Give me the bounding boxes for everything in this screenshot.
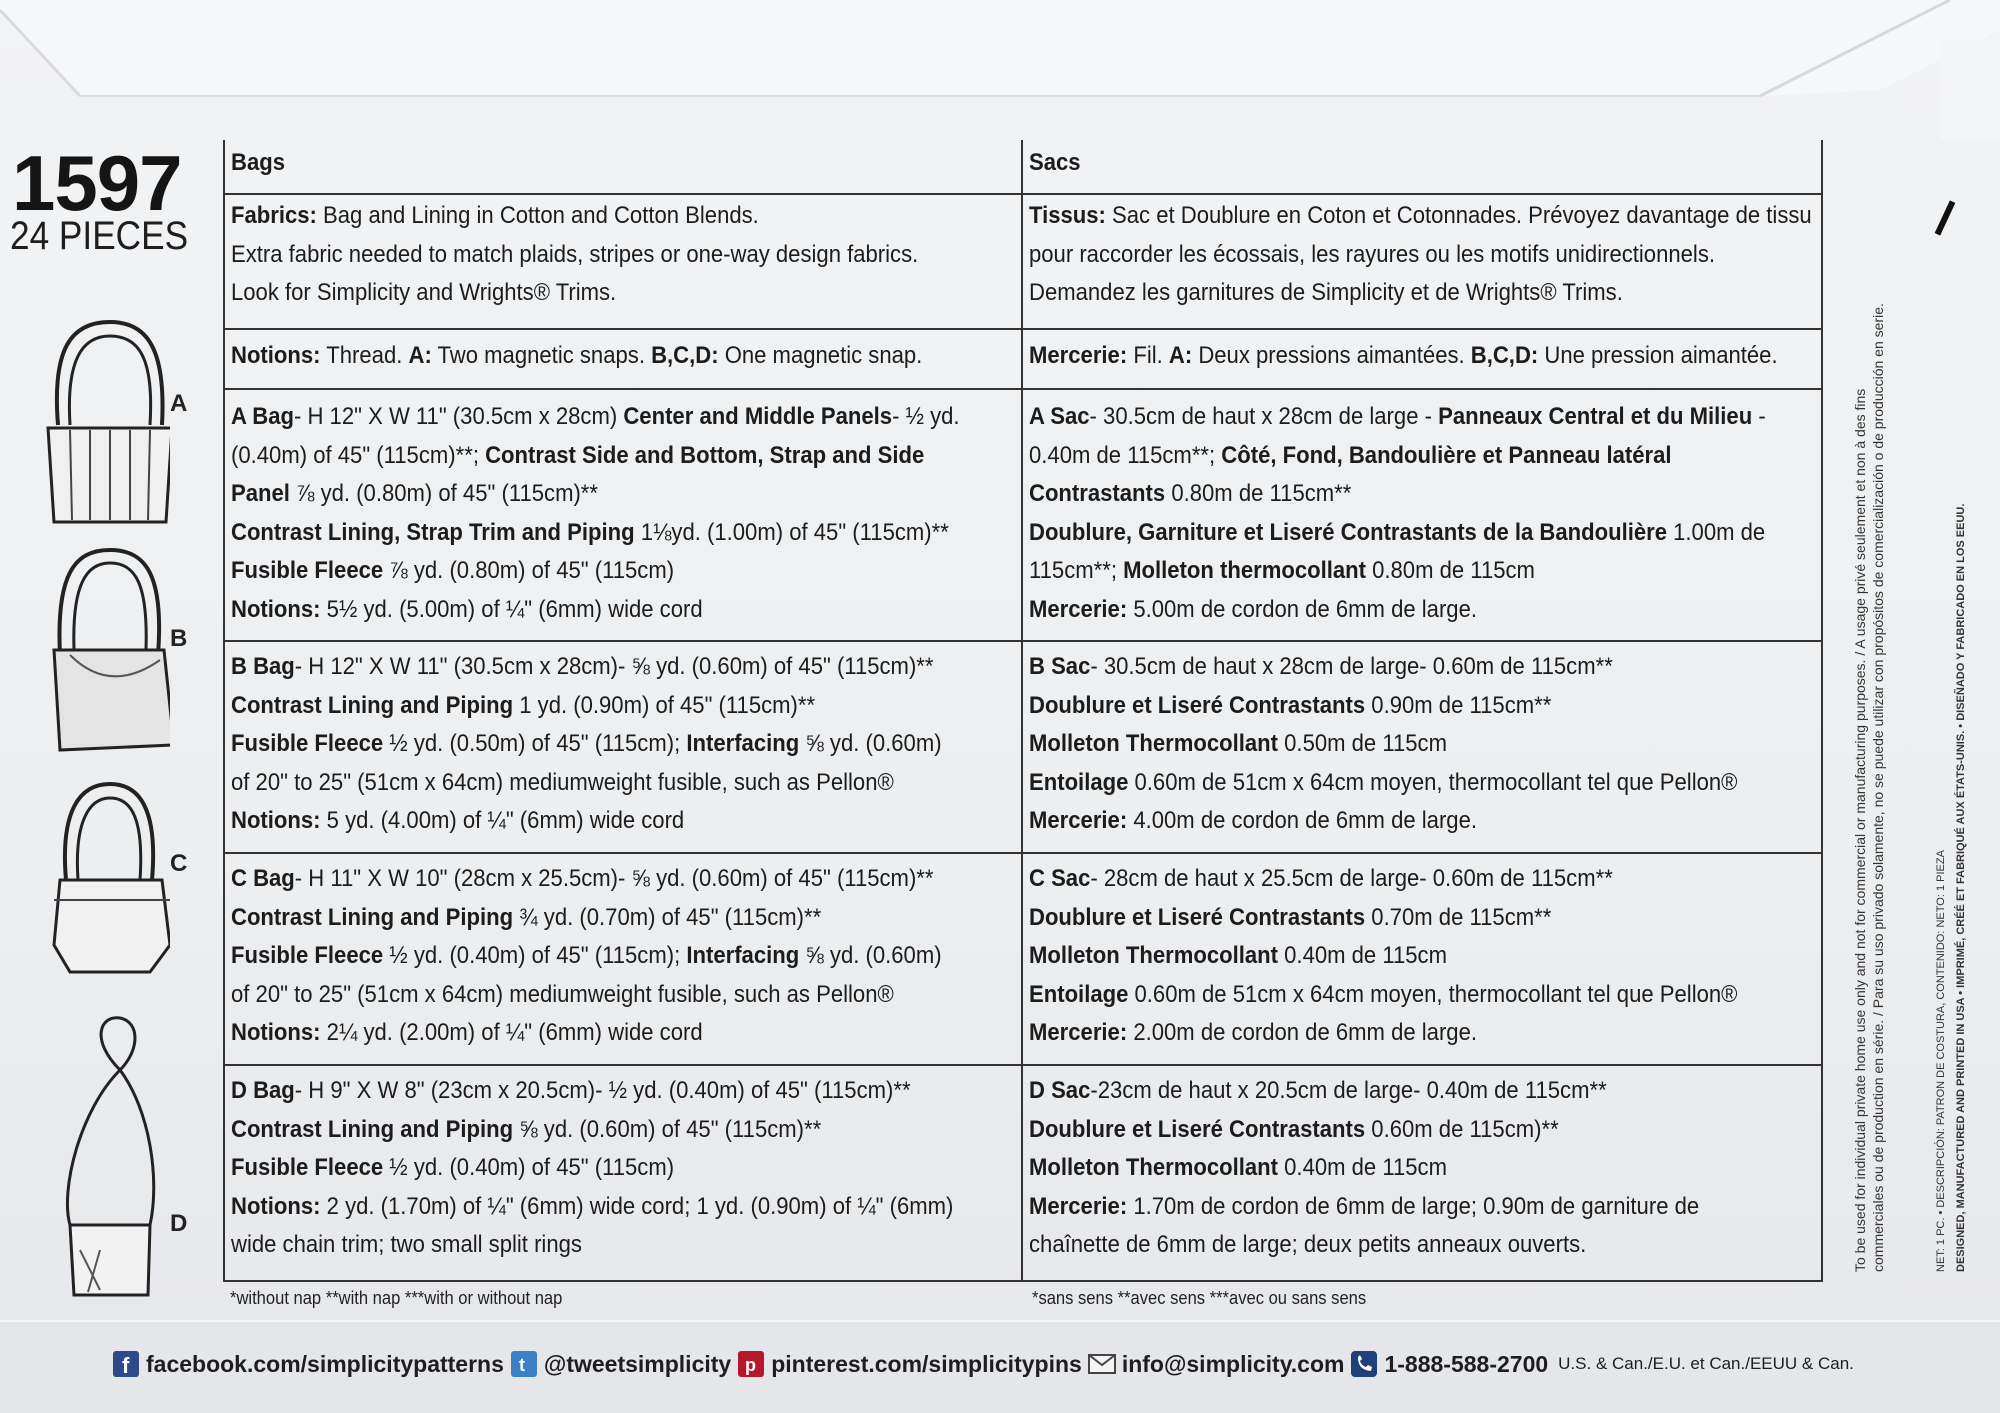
view-label-b: B — [170, 625, 188, 652]
bold-run: Entoilage — [1029, 980, 1129, 1008]
english-bag-a-text — [231, 398, 1022, 629]
text-run: 2.00m de cordon de 6mm de large. — [1127, 1019, 1477, 1046]
text-line — [1029, 274, 1822, 313]
bold-run: A Bag — [231, 403, 294, 430]
text-run: One magnetic snap. — [718, 342, 923, 369]
bold-run: Notions: — [231, 342, 321, 369]
bold-run: Notions: — [231, 1192, 321, 1220]
text-line — [231, 514, 1022, 553]
svg-text:f: f — [122, 1353, 130, 1377]
text-run: wide chain trim; two small split rings — [231, 1231, 582, 1258]
text-run: 2¼ yd. (2.00m) of ¼" (6mm) wide cord — [320, 1019, 703, 1046]
text-line — [1029, 1149, 1822, 1188]
french-column — [1023, 140, 1821, 1280]
french-fabrics-text — [1029, 197, 1822, 313]
text-line — [1029, 591, 1822, 630]
text-line — [231, 802, 1022, 841]
text-line — [231, 398, 1022, 437]
text-line — [231, 764, 1022, 803]
text-run: 0.80m de 115cm — [1365, 557, 1535, 584]
bold-run: Doublure et Liseré Contrastants — [1029, 691, 1366, 719]
bold-run: Fusible Fleece — [231, 1154, 384, 1181]
text-run: ⅝ yd. (0.60m) — [799, 942, 942, 969]
text-run: 5½ yd. (5.00m) of ¼" (6mm) wide cord — [320, 595, 703, 623]
text-run: Fil. — [1127, 342, 1169, 369]
bold-run: Panneaux Central et du Milieu — [1438, 403, 1753, 430]
text-line — [231, 648, 1022, 687]
text-run: Two magnetic snaps. — [431, 342, 652, 369]
text-line — [231, 1014, 1022, 1053]
text-run: Sac et Doublure en Coton et Cotonnades. Prévoyez davantage de tissu — [1105, 202, 1812, 229]
text-run: ½ yd. (0.50m) of 45" (115cm); — [383, 730, 687, 757]
text-run: 5.00m de cordon de 6mm de large. — [1127, 595, 1477, 623]
bold-run: D Bag — [231, 1077, 295, 1104]
french-fabrics-row — [1023, 195, 1821, 330]
view-a — [30, 310, 200, 535]
text-line — [231, 1072, 1022, 1111]
french-bag-a-text — [1029, 398, 1822, 629]
english-bag-d-text — [231, 1072, 1022, 1265]
bold-run: A: — [1168, 342, 1193, 369]
text-run: - H 12" X W 11" (30.5cm x 28cm) — [293, 403, 624, 430]
text-run: - H 11" X W 10" (28cm x 25.5cm)- ⅝ yd. (0.60m) of 45" (115cm)** — [294, 865, 934, 892]
french-bag-d-text — [1029, 1072, 1822, 1265]
bold-run: Contrast Lining, Strap Trim and Piping — [231, 518, 635, 546]
english-bag-c-text — [231, 860, 1022, 1053]
text-line — [1029, 552, 1822, 591]
text-run: 0.60m de 51cm x 64cm moyen, thermocollant tel que Pellon® — [1128, 768, 1738, 796]
bold-run: B Bag — [231, 653, 295, 680]
svg-text:p: p — [745, 1355, 757, 1375]
view-b — [30, 545, 200, 760]
bold-run: D Sac — [1029, 1077, 1091, 1104]
facebook-link[interactable]: facebook.com/simplicitypatterns — [146, 1350, 504, 1377]
text-run: Thread. — [320, 342, 409, 369]
bold-run: Notions: — [231, 595, 321, 623]
bold-run: Contrast Lining and Piping — [231, 1115, 514, 1143]
text-run: 0.60m de 51cm x 64cm moyen, thermocollant tel que Pellon® — [1128, 980, 1738, 1008]
bold-run: Interfacing — [686, 730, 800, 757]
text-line — [1029, 197, 1822, 236]
text-line — [231, 725, 1022, 764]
text-run: 1 yd. (0.90m) of 45" (115cm)** — [513, 691, 816, 719]
text-line — [231, 1149, 1022, 1188]
pinterest-link[interactable]: pinterest.com/simplicitypins — [771, 1350, 1082, 1377]
text-line — [1029, 937, 1822, 976]
bold-run: A Sac — [1029, 403, 1090, 430]
text-line — [231, 591, 1022, 630]
phone-region: U.S. & Can./E.U. et Can./EEUU & Can. — [1558, 1354, 1854, 1373]
bold-run: Doublure, Garniture et Liseré Contrastants de la Bandoulière — [1029, 518, 1668, 546]
text-line — [1029, 398, 1822, 437]
svg-text:t: t — [518, 1355, 525, 1375]
english-header-row — [225, 140, 1021, 195]
text-run: 0.40m de 115cm — [1278, 1154, 1447, 1181]
text-line — [231, 976, 1022, 1015]
text-line — [231, 1226, 1022, 1265]
text-line — [1029, 1072, 1822, 1111]
usage-notice-1: To be used for individual private home use only and not for commercial or manufacturing purposes. / A usage privé seulement et non à des fins — [1852, 388, 1868, 1272]
english-column — [225, 140, 1023, 1280]
french-bag-d-row — [1023, 1066, 1821, 1278]
text-run: ¾ yd. (0.70m) of 45" (115cm)** — [513, 903, 822, 931]
text-line — [231, 1111, 1022, 1150]
text-line — [1029, 764, 1822, 803]
bold-run: Mercerie: — [1029, 1192, 1128, 1220]
view-label-c: C — [170, 850, 188, 877]
text-line — [1029, 687, 1822, 726]
text-run: 115cm**; — [1029, 557, 1124, 584]
text-run: ½ yd. (0.40m) of 45" (115cm); — [383, 942, 687, 969]
bold-run: Panel — [231, 480, 290, 507]
english-footnote: *without nap **with nap ***with or without nap — [230, 1288, 563, 1308]
bold-run: Molleton Thermocollant — [1029, 942, 1279, 969]
bold-run: Center and Middle Panels — [623, 403, 893, 430]
text-line — [231, 899, 1022, 938]
text-line — [231, 1188, 1022, 1227]
email-link[interactable]: info@simplicity.com — [1121, 1350, 1345, 1377]
english-notions-row — [225, 330, 1021, 390]
view-label-a: A — [170, 390, 188, 417]
phone-icon — [1350, 1350, 1378, 1378]
text-run: Une pression aimantée. — [1538, 342, 1778, 369]
text-line — [1029, 725, 1822, 764]
twitter-icon — [510, 1350, 538, 1378]
text-line — [231, 197, 1022, 236]
french-header-row — [1023, 140, 1821, 195]
text-run: Bag and Lining in Cotton and Cotton Blends. — [316, 202, 759, 229]
bold-run: Entoilage — [1029, 768, 1129, 796]
text-line — [1029, 1188, 1822, 1227]
text-line — [1029, 514, 1822, 553]
text-run: ⅞ yd. (0.80m) of 45" (115cm) — [383, 557, 675, 584]
pattern-number: 1597 — [12, 139, 182, 227]
bold-run: Molleton thermocollant — [1123, 557, 1366, 584]
text-run: 5 yd. (4.00m) of ¼" (6mm) wide cord — [320, 807, 685, 834]
bold-run: Tissus: — [1029, 202, 1106, 229]
text-run: 0.70m de 115cm** — [1365, 903, 1552, 931]
bag-d-illustration — [30, 1010, 170, 1310]
text-line — [1029, 337, 1822, 376]
text-run: of 20" to 25" (51cm x 64cm) mediumweight fusible, such as Pellon® — [231, 980, 894, 1008]
text-run: of 20" to 25" (51cm x 64cm) mediumweight fusible, such as Pellon® — [231, 768, 894, 796]
bold-run: Contrast Lining and Piping — [231, 691, 514, 719]
french-footnote: *sans sens **avec sens ***avec ou sans sens — [1032, 1288, 1367, 1308]
yardage-table — [223, 140, 1823, 1282]
text-run: 0.50m de 115cm — [1278, 730, 1447, 757]
text-run: ⅞ yd. (0.80m) of 45" (115cm)** — [289, 480, 598, 507]
text-run: - H 9" X W 8" (23cm x 20.5cm)- ½ yd. (0.40m) of 45" (115cm)** — [294, 1077, 911, 1104]
text-line — [231, 337, 1022, 376]
text-line — [231, 274, 1022, 313]
text-line — [1029, 437, 1822, 476]
text-run: (0.40m) of 45" (115cm)**; — [231, 441, 486, 469]
english-title: Bags — [231, 149, 285, 176]
text-run: -23cm de haut x 20.5cm de large- 0.40m de 115cm** — [1090, 1077, 1607, 1104]
bag-c-illustration — [30, 780, 170, 980]
text-line — [1029, 1014, 1822, 1053]
text-run: Deux pressions aimantées. — [1192, 342, 1471, 369]
text-run: - — [1752, 403, 1766, 430]
french-bag-c-text — [1029, 860, 1822, 1053]
text-run: 1.00m de — [1667, 518, 1766, 546]
bold-run: Contrast Lining and Piping — [231, 903, 514, 931]
bold-run: Mercerie: — [1029, 342, 1128, 369]
bag-b-illustration — [30, 545, 170, 755]
bold-run: Fabrics: — [231, 202, 317, 229]
text-line — [231, 437, 1022, 476]
text-run: Look for Simplicity and Wrights® Trims. — [231, 279, 617, 306]
bold-run: Mercerie: — [1029, 807, 1128, 834]
bold-run: C Bag — [231, 865, 295, 892]
english-bag-c-row — [225, 854, 1021, 1066]
text-run: 0.40m de 115cm**; — [1029, 441, 1222, 469]
bold-run: Doublure et Liseré Contrastants — [1029, 1115, 1366, 1143]
text-run: 2 yd. (1.70m) of ¼" (6mm) wide cord; 1 yd. (0.90m) of ¼" (6mm) — [320, 1192, 954, 1220]
mail-icon — [1088, 1350, 1116, 1378]
tick-mark — [1935, 200, 1956, 235]
text-run: ⅝ yd. (0.60m) of 45" (115cm)** — [513, 1115, 822, 1143]
envelope-flap — [0, 0, 2000, 140]
french-bag-a-row — [1023, 390, 1821, 642]
english-bag-b-text — [231, 648, 1022, 841]
french-title: Sacs — [1029, 149, 1081, 176]
english-bag-d-row — [225, 1066, 1021, 1278]
text-run: ½ yd. (0.40m) of 45" (115cm) — [383, 1154, 675, 1181]
piece-count: 24 PIECES — [10, 214, 189, 258]
text-run: chaînette de 6mm de large; deux petits anneaux ouverts. — [1029, 1231, 1587, 1258]
text-line — [1029, 976, 1822, 1015]
bold-run: Côté, Fond, Bandoulière et Panneau latéral — [1221, 441, 1672, 469]
bold-run: Notions: — [231, 1019, 321, 1046]
pinterest-icon — [737, 1350, 765, 1378]
text-run: ⅝ yd. (0.60m) — [799, 730, 942, 757]
twitter-link[interactable]: @tweetsimplicity — [543, 1350, 732, 1377]
text-line — [231, 552, 1022, 591]
bold-run: C Sac — [1029, 865, 1091, 892]
text-run: pour raccorder les écossais, les rayures ou les motifs unidirectionnels. — [1029, 240, 1716, 268]
text-line — [231, 475, 1022, 514]
text-line — [231, 937, 1022, 976]
bold-run: Fusible Fleece — [231, 557, 384, 584]
view-c — [30, 780, 200, 985]
text-line — [231, 687, 1022, 726]
text-run: Demandez les garnitures de Simplicity et de Wrights® Trims. — [1029, 279, 1623, 306]
view-sketches — [30, 310, 200, 1310]
made-in-usa: DESIGNED, MANUFACTURED AND PRINTED IN USA • IMPRIMÉ, CRÉÉ ET FABRIQUÉ AUX ÉTATS-UNIS. • DISEÑADO Y FABRICADO EN LOS EEUU. — [1955, 503, 1967, 1272]
bold-run: A: — [408, 342, 432, 369]
text-run: 0.40m de 115cm — [1278, 942, 1447, 969]
phone-number[interactable]: 1-888-588-2700 — [1384, 1350, 1549, 1377]
text-line — [231, 860, 1022, 899]
facebook-icon — [112, 1350, 140, 1378]
text-run: 0.80m de 115cm** — [1165, 480, 1352, 507]
french-notions-text — [1029, 337, 1822, 376]
text-line — [1029, 802, 1822, 841]
text-line — [1029, 860, 1822, 899]
bag-a-illustration — [30, 310, 170, 530]
text-run: 0.60m de 115cm)** — [1365, 1115, 1559, 1143]
text-run: - H 12" X W 11" (30.5cm x 28cm)- ⅝ yd. (0.60m) of 45" (115cm)** — [294, 653, 934, 680]
text-run: 1.70m de cordon de 6mm de large; 0.90m de garniture de — [1127, 1192, 1700, 1220]
text-run: - 30.5cm de haut x 28cm de large- 0.60m de 115cm** — [1090, 653, 1613, 680]
text-run: 0.90m de 115cm** — [1365, 691, 1552, 719]
english-bag-b-row — [225, 642, 1021, 854]
french-notions-row — [1023, 330, 1821, 390]
text-line — [1029, 236, 1822, 275]
bold-run: Fusible Fleece — [231, 730, 384, 757]
bold-run: Contrast Side and Bottom, Strap and Side — [485, 441, 925, 469]
net-content: NET: 1 PC. • DESCRIPCIÓN: PATRON DE COSTURA, CONTENIDO: NETO: 1 PIEZA — [1935, 850, 1947, 1272]
english-fabrics-text — [231, 197, 1022, 313]
bold-run: Doublure et Liseré Contrastants — [1029, 903, 1366, 931]
text-line — [231, 236, 1022, 275]
text-run: Extra fabric needed to match plaids, stripes or one-way design fabrics. — [231, 240, 919, 268]
text-line — [1029, 475, 1822, 514]
english-fabrics-row — [225, 195, 1021, 330]
text-run: - 28cm de haut x 25.5cm de large- 0.60m de 115cm** — [1090, 865, 1613, 892]
bold-run: Molleton Thermocollant — [1029, 730, 1279, 757]
text-line — [1029, 1226, 1822, 1265]
text-line — [1029, 1111, 1822, 1150]
bold-run: Notions: — [231, 807, 321, 834]
english-notions-text — [231, 337, 1022, 376]
text-run: - 30.5cm de haut x 28cm de large - — [1089, 403, 1439, 430]
bold-run: B,C,D: — [651, 342, 719, 369]
bold-run: Mercerie: — [1029, 1019, 1128, 1046]
text-run: 1⅛yd. (1.00m) of 45" (115cm)** — [634, 518, 949, 546]
contact-bar — [0, 1320, 2000, 1413]
french-bag-c-row — [1023, 854, 1821, 1066]
text-run: 4.00m de cordon de 6mm de large. — [1127, 807, 1477, 834]
text-line — [1029, 648, 1822, 687]
text-run: - ½ yd. — [892, 403, 960, 430]
bold-run: Fusible Fleece — [231, 942, 384, 969]
bold-run: B,C,D: — [1470, 342, 1539, 369]
bold-run: Interfacing — [686, 942, 800, 969]
french-bag-b-text — [1029, 648, 1822, 841]
view-d — [30, 1010, 200, 1315]
text-line — [1029, 899, 1822, 938]
contact-line — [112, 1350, 1854, 1378]
bold-run: Mercerie: — [1029, 595, 1128, 623]
english-bag-a-row — [225, 390, 1021, 642]
bold-run: Molleton Thermocollant — [1029, 1154, 1279, 1181]
view-label-d: D — [170, 1210, 188, 1237]
bold-run: Contrastants — [1029, 480, 1166, 507]
bold-run: B Sac — [1029, 653, 1091, 680]
usage-notice-2: commerciales ou de production en série. / Para su uso privado solamente, no se puede utilizar con propósitos de comercialización o de producción en serie. — [1870, 303, 1886, 1272]
french-bag-b-row — [1023, 642, 1821, 854]
